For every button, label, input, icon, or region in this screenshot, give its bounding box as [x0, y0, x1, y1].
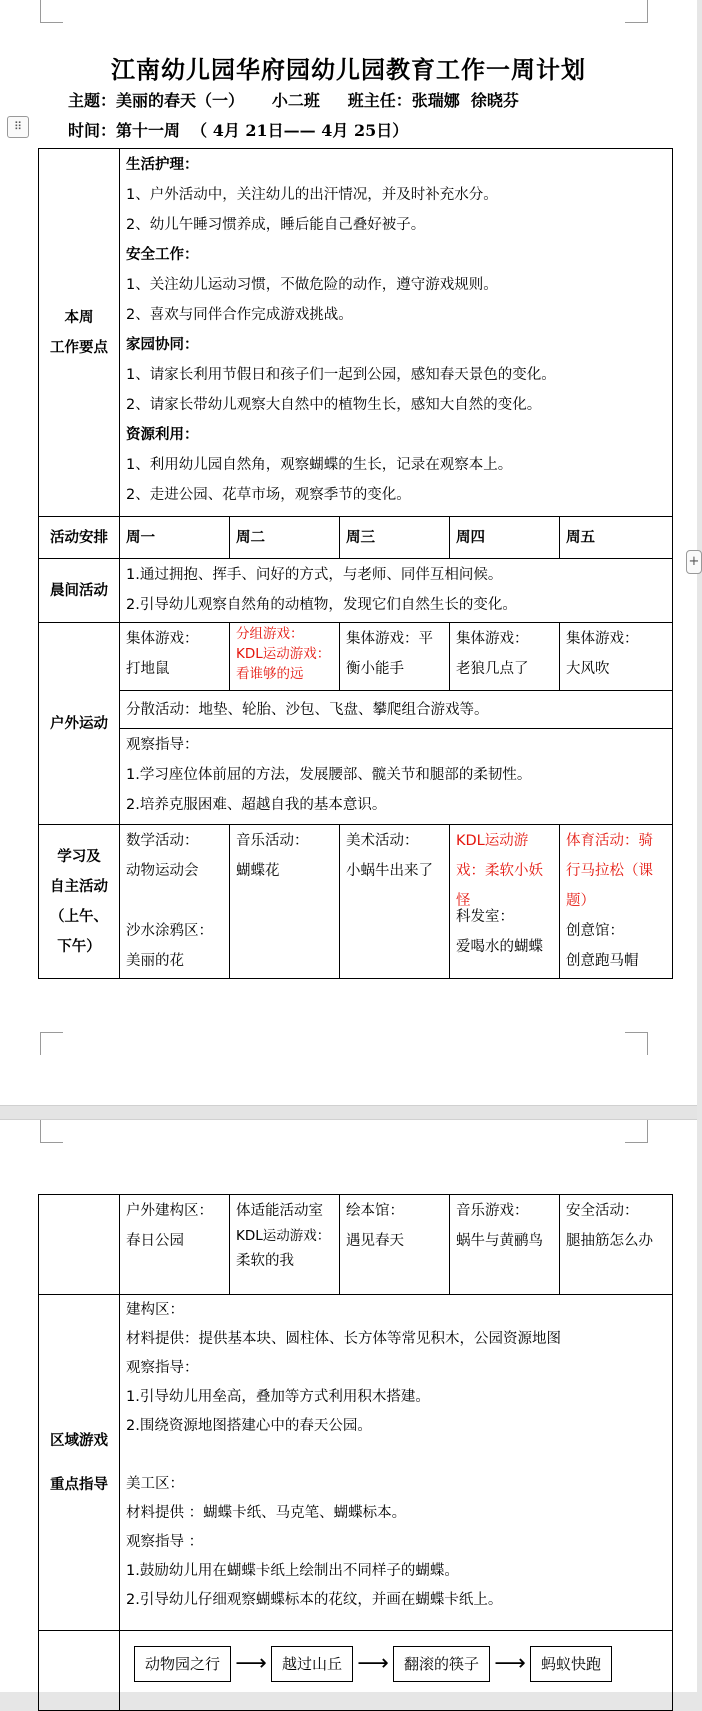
crop-mark [625, 1032, 648, 1055]
day-header-mon: 周一 [120, 517, 230, 559]
flow-step-4: 蚂蚁快跑 [530, 1646, 612, 1682]
area-line: 2.引导幼儿仔细观察蝴蝶标本的花纹，并画在蝴蝶卡纸上。 [126, 1592, 503, 1608]
add-row-icon[interactable]: + [686, 550, 702, 574]
key-points-item: 1、户外活动中，关注幼儿的出汗情况，并及时补充水分。 [126, 187, 498, 203]
study-row [39, 825, 673, 979]
area-line: 2.围绕资源地图搭建心中的春天公园。 [126, 1418, 372, 1434]
crop-mark [40, 1120, 63, 1143]
key-points-item: 2、请家长带幼儿观察大自然中的植物生长，感知大自然的变化。 [126, 397, 542, 413]
outdoor-guide: 观察指导： 1.学习座位体前屈的方法，发展腰部、髋关节和腿部的柔韧性。 2.培养克服困难、超越自我的基本意识。 [120, 729, 673, 825]
day-header-fri: 周五 [560, 517, 673, 559]
study-thu-2: 音乐游戏： 蜗牛与黄鹂鸟 [450, 1195, 560, 1295]
flow-diagram [126, 1632, 666, 1682]
area-line: 观察指导： [126, 1360, 199, 1376]
schedule-label: 活动安排 [39, 517, 120, 559]
morning-label: 晨间活动 [39, 559, 120, 623]
area-row [39, 1295, 673, 1631]
study-label-continued [39, 1195, 120, 1295]
area-line: 1.鼓励幼儿用在蝴蝶卡纸上绘制出不同样子的蝴蝶。 [126, 1563, 459, 1579]
flow-step-2: 越过山丘 [271, 1646, 353, 1682]
area-label: 区域游戏 重点指导 [39, 1295, 120, 1631]
key-points-item: 1、请家长利用节假日和孩子们一起到公园，感知春天景色的变化。 [126, 367, 556, 383]
outdoor-label: 户外运动 [39, 623, 120, 825]
theme-line: 主题：美丽的春天（一） 小二班 班主任：张瑞娜 徐晓芬 [68, 91, 519, 110]
study-row-continued [39, 1195, 673, 1295]
morning-row [39, 559, 673, 623]
outdoor-free-row [39, 691, 673, 729]
crop-mark [625, 1120, 648, 1143]
day-header-thu: 周四 [450, 517, 560, 559]
key-points-item: 1、利用幼儿园自然角，观察蝴蝶的生长，记录在观察本上。 [126, 457, 513, 473]
area-line: 1.引导幼儿用垒高，叠加等方式利用积木搭建。 [126, 1389, 430, 1405]
outdoor-game-mon: 集体游戏： 打地鼠 [120, 623, 230, 691]
study-label: 学习及 自主活动 （上午、 下午） [39, 825, 120, 979]
key-points-item: 2、走进公园、花草市场，观察季节的变化。 [126, 487, 411, 503]
study-tue-2: 体适能活动室 KDL运动游戏： 柔软的我 [230, 1195, 340, 1295]
flow-content [120, 1631, 673, 1711]
key-points-label: 本周 工作要点 [39, 149, 120, 517]
key-points-row [39, 149, 673, 517]
area-line: 材料提供 ：蝴蝶卡纸、马克笔、蝴蝶标本。 [126, 1505, 407, 1521]
area-line: 观察指导 ： [126, 1534, 204, 1550]
outdoor-games-row [39, 623, 673, 691]
area-content [120, 1295, 673, 1631]
weekly-plan-table-continued [38, 1194, 673, 1711]
outdoor-guide-row [39, 729, 673, 825]
study-mon: 数学活动： 动物运动会 沙水涂鸦区： 美丽的花 [120, 825, 230, 979]
key-points-heading: 家园协同： [126, 337, 199, 353]
outdoor-game-thu: 集体游戏： 老狼几点了 [450, 623, 560, 691]
page-gap [0, 1105, 697, 1120]
crop-mark [40, 0, 63, 23]
flow-step-3: 翻滚的筷子 [393, 1646, 490, 1682]
flow-step-1: 动物园之行 [134, 1646, 231, 1682]
crop-mark [625, 0, 648, 23]
right-arrow-icon: ⟶ [357, 1651, 389, 1676]
right-arrow-icon: ⟶ [235, 1651, 267, 1676]
area-line [126, 1441, 666, 1470]
flow-label [39, 1631, 120, 1711]
crop-mark [40, 1032, 63, 1055]
study-tue: 音乐活动： 蝴蝶花 [230, 825, 340, 979]
flow-row [39, 1631, 673, 1711]
study-fri-2: 安全活动： 腿抽筋怎么办 [560, 1195, 673, 1295]
day-header-wed: 周三 [340, 517, 450, 559]
study-mon-2: 户外建构区： 春日公园 [120, 1195, 230, 1295]
study-thu: KDL运动游戏：柔软小妖怪 科发室： 爱喝水的蝴蝶 [450, 825, 560, 979]
key-points-item: 2、喜欢与同伴合作完成游戏挑战。 [126, 307, 353, 323]
key-points-heading: 资源利用： [126, 427, 199, 443]
study-fri: 体育活动：骑行马拉松（课题） 创意馆： 创意跑马帽 [560, 825, 673, 979]
key-points-item: 1、关注幼儿运动习惯，不做危险的动作，遵守游戏规则。 [126, 277, 498, 293]
time-line: 时间：第十一周 （ 4月 21日—— 4月 25日） [68, 121, 409, 140]
outdoor-free-activity: 分散活动：地垫、轮胎、沙包、飞盘、攀爬组合游戏等。 [120, 691, 673, 729]
key-points-item: 2、幼儿午睡习惯养成，睡后能自己叠好被子。 [126, 217, 426, 233]
outdoor-game-tue: 分组游戏： KDL运动游戏： 看谁够的远 [230, 623, 340, 691]
area-line: 美工区： [126, 1476, 184, 1492]
document-title: 江南幼儿园华府园幼儿园教育工作一周计划 [111, 55, 586, 84]
area-line: 建构区： [126, 1302, 184, 1318]
right-arrow-icon: ⟶ [494, 1651, 526, 1676]
key-points-content [120, 149, 673, 517]
outdoor-game-fri: 集体游戏： 大风吹 [560, 623, 673, 691]
schedule-header-row [39, 517, 673, 559]
area-line: 材料提供：提供基本块、圆柱体、长方体等常见积木，公园资源地图 [126, 1331, 561, 1347]
document-page-2 [0, 1120, 697, 1692]
key-points-heading: 安全工作： [126, 247, 199, 263]
morning-content: 1.通过拥抱、挥手、问好的方式，与老师、同伴互相问候。 2.引导幼儿观察自然角的动植物，发现它们自然生长的变化。 [120, 559, 673, 623]
outdoor-game-wed: 集体游戏：平 衡小能手 [340, 623, 450, 691]
move-handle-icon[interactable]: ⠿ [7, 116, 29, 138]
key-points-heading: 生活护理： [126, 157, 199, 173]
weekly-plan-table [38, 148, 673, 979]
day-header-tue: 周二 [230, 517, 340, 559]
study-wed-2: 绘本馆： 遇见春天 [340, 1195, 450, 1295]
study-wed: 美术活动： 小蜗牛出来了 [340, 825, 450, 979]
